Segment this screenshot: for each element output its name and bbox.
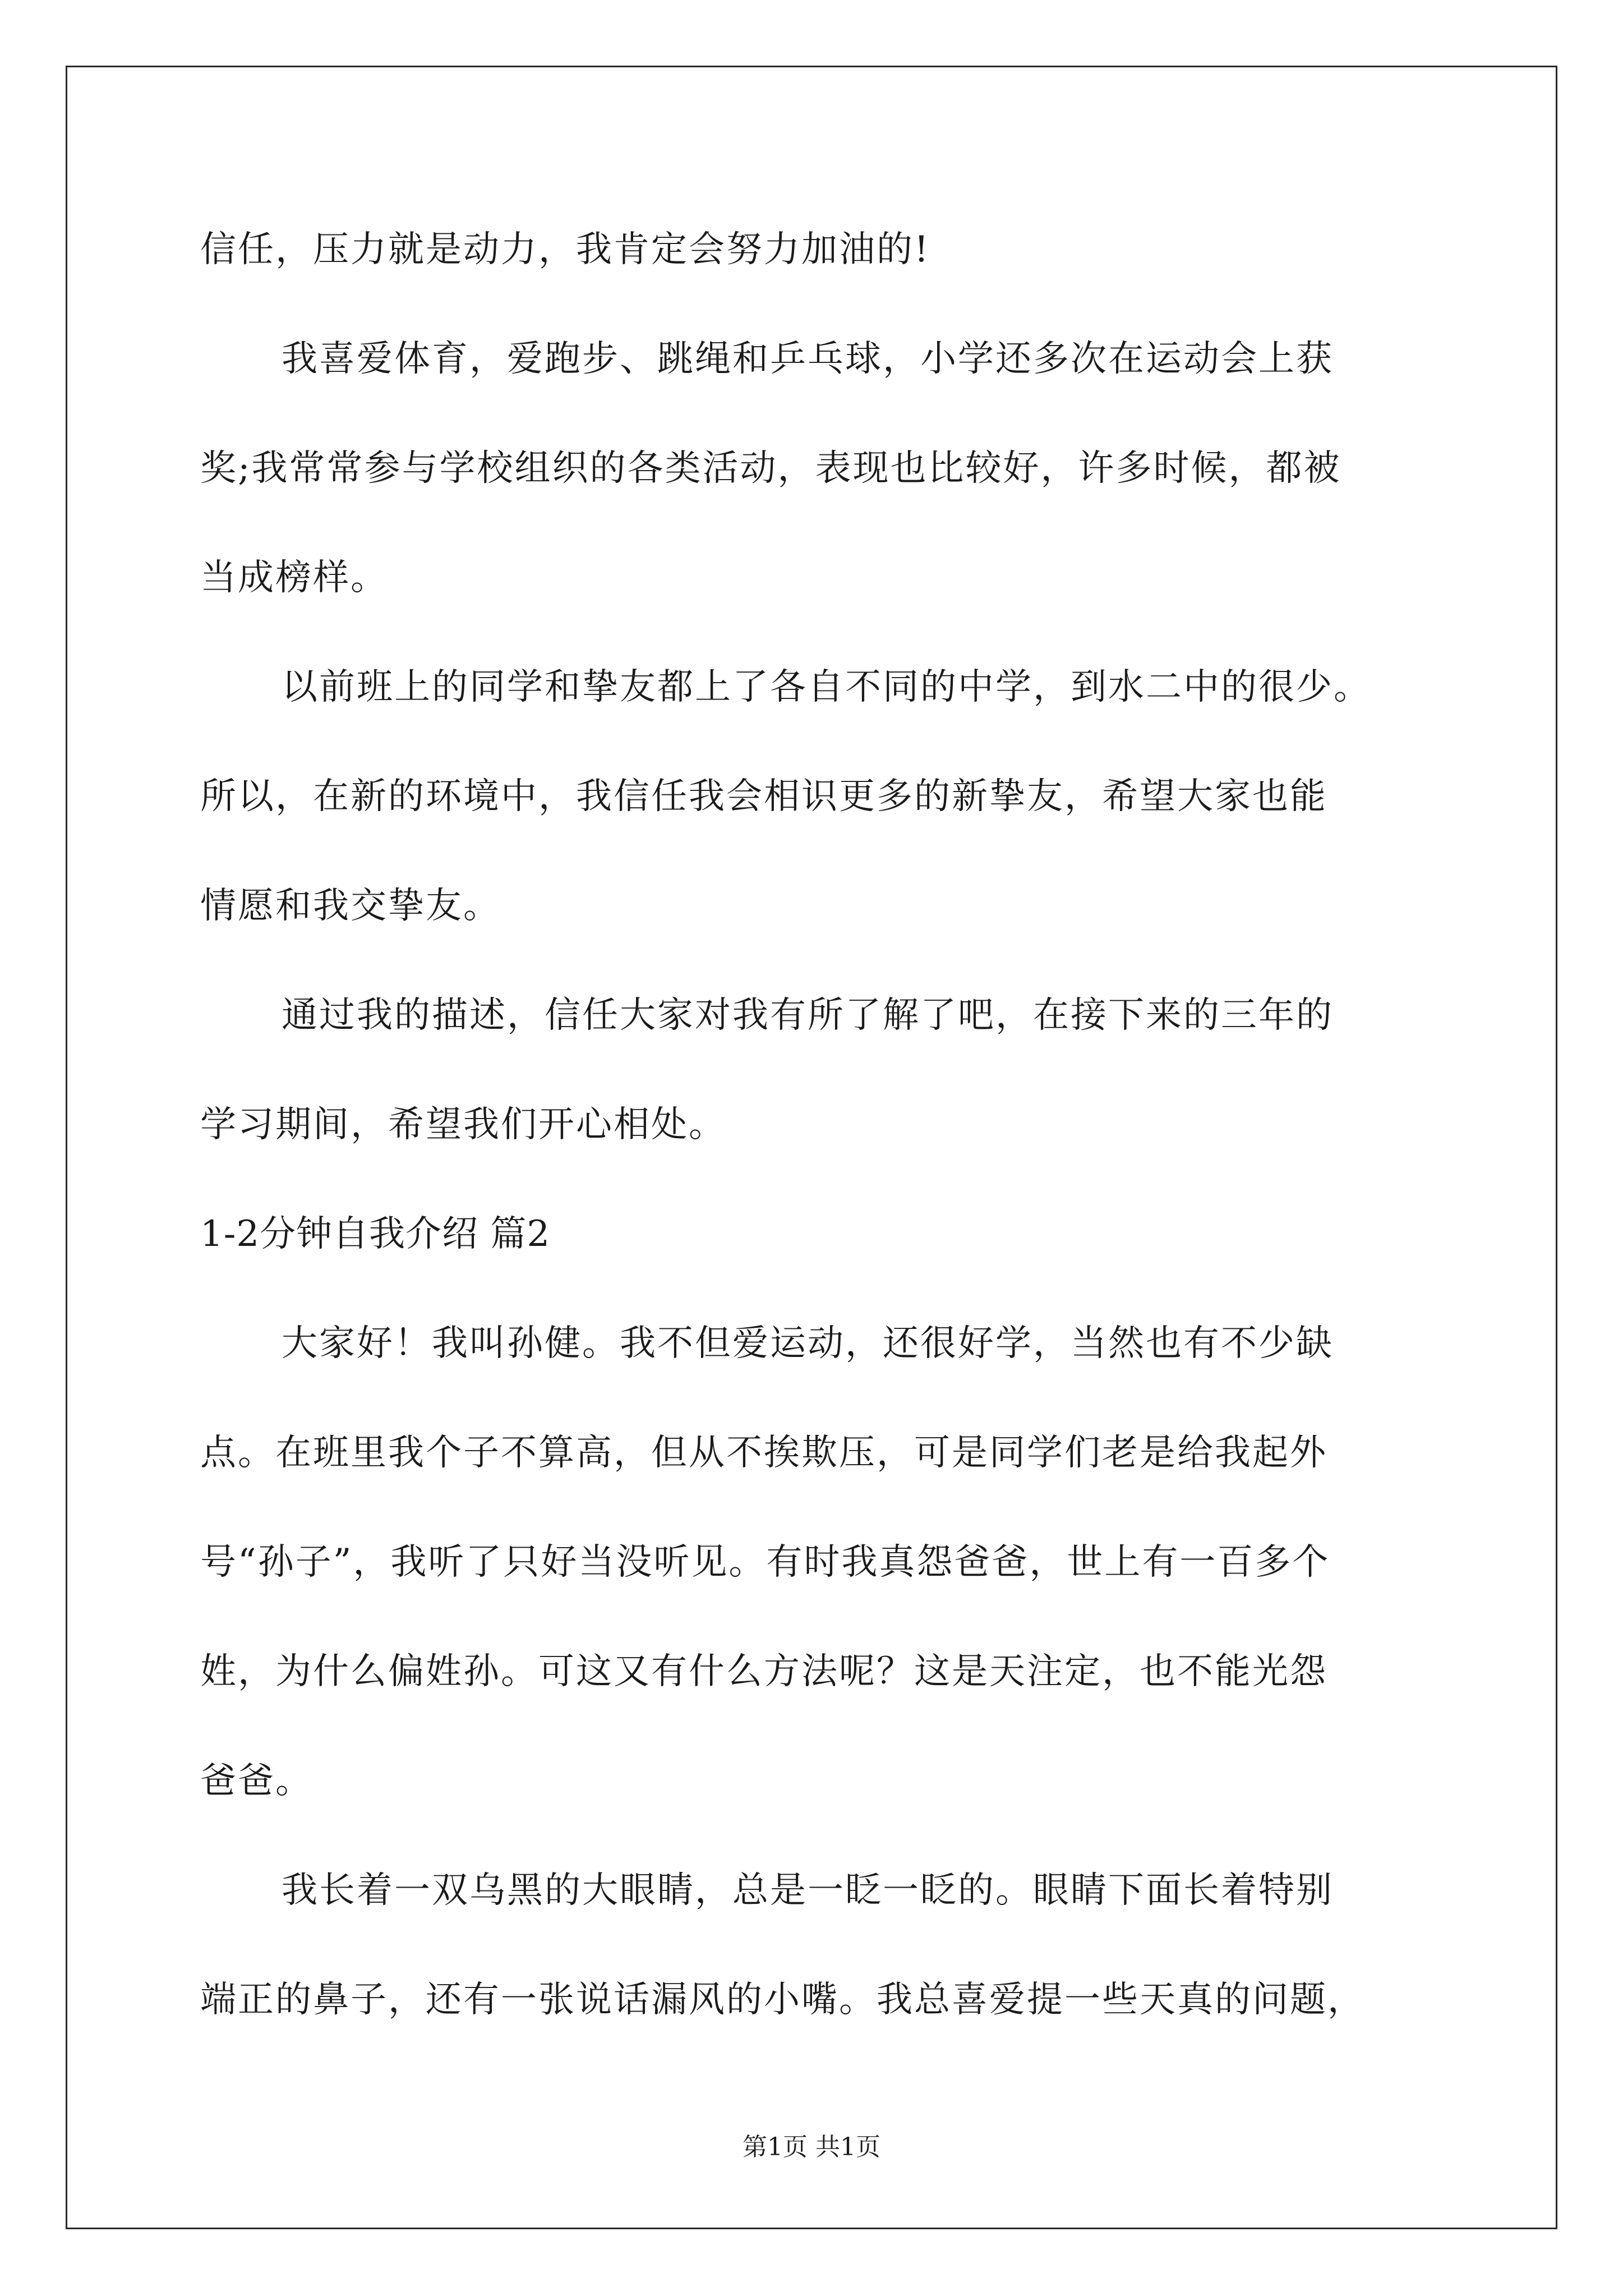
text-line: 爸爸。 — [200, 1760, 313, 1802]
text-line: 点。在班里我个子不算高，但从不挨欺压，可是同学们老是给我起外 — [200, 1432, 1327, 1474]
text-line: 端正的鼻子，还有一张说话漏风的小嘴。我总喜爱提一些天真的问题， — [200, 1979, 1365, 2021]
section-heading: 1-2分钟自我介绍 篇2 — [200, 1213, 551, 1255]
text-line: 通过我的描述，信任大家对我有所了解了吧，在接下来的三年的 — [282, 995, 1334, 1036]
text-line: 学习期间，希望我们开心相处。 — [200, 1104, 726, 1145]
text-line: 奖;我常常参与学校组织的各类活动，表现也比较好，许多时候，都被 — [200, 448, 1341, 489]
text-line: 信任，压力就是动力，我肯定会努力加油的! — [200, 229, 930, 270]
page-footer: 第1页 共1页 — [743, 2133, 880, 2161]
text-line: 号“孙子”，我听了只好当没听见。有时我真怨爸爸，世上有一百多个 — [200, 1542, 1330, 1583]
text-line: 我长着一双乌黑的大眼睛，总是一眨一眨的。眼睛下面长着特别 — [282, 1870, 1334, 1911]
text-line: 所以，在新的环境中，我信任我会相识更多的新挚友，希望大家也能 — [200, 776, 1327, 817]
text-line: 以前班上的同学和挚友都上了各自不同的中学，到水二中的很少。 — [282, 666, 1371, 708]
text-line: 大家好！我叫孙健。我不但爱运动，还很好学，当然也有不少缺 — [282, 1323, 1334, 1364]
text-line: 情愿和我交挚友。 — [200, 885, 501, 927]
text-line: 当成榜样。 — [200, 557, 388, 599]
text-line: 我喜爱体育，爱跑步、跳绳和乒乓球，小学还多次在运动会上获 — [282, 338, 1334, 380]
text-line: 姓，为什么偏姓孙。可这又有什么方法呢？这是天注定，也不能光怨 — [200, 1651, 1327, 1692]
